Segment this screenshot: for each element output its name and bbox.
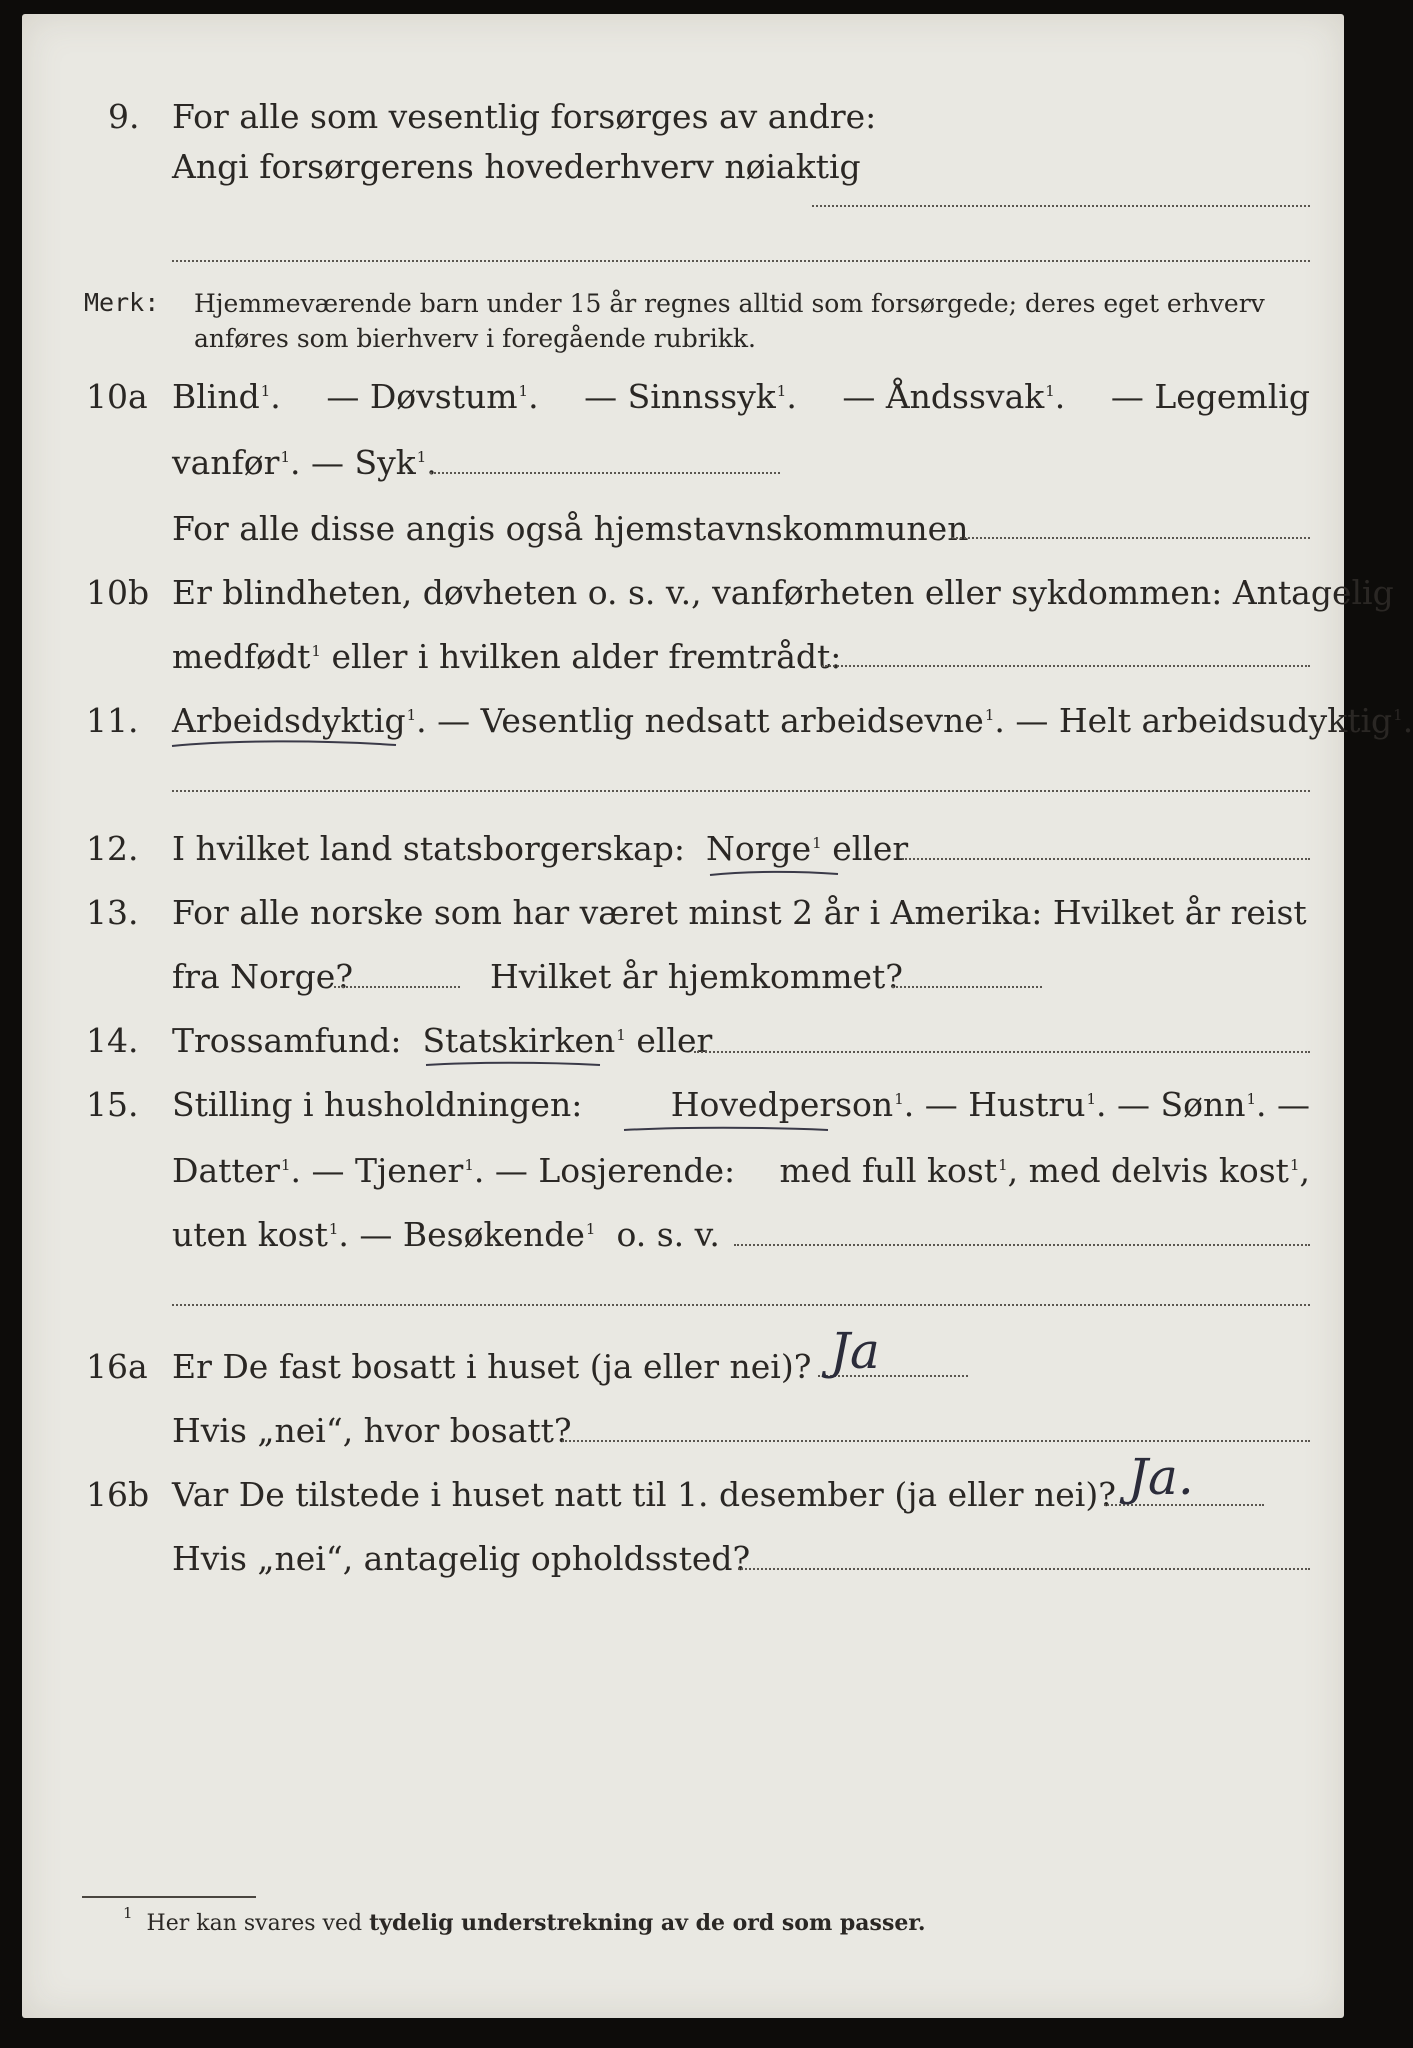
handwritten-underline xyxy=(424,1057,604,1071)
q13-line1-text: For alle norske som har været minst 2 år i Amerika: Hvilket år reist xyxy=(172,893,1307,932)
option-label: med full kost xyxy=(779,1151,998,1190)
handwritten-underline xyxy=(708,866,843,880)
footnote-mark: 1 xyxy=(260,382,271,400)
q16b-line2: Hvis „nei“, antagelig opholdssted? xyxy=(172,1539,751,1578)
footnote-mark: 1 xyxy=(998,1156,1008,1174)
option-vanfor: vanfør xyxy=(172,443,280,482)
answer-line xyxy=(734,1244,1310,1246)
answer-line xyxy=(172,1304,1310,1306)
option-sinnssyk: — Sinnssyk$^1$. xyxy=(584,377,797,416)
option-arbeidsdyktig: Arbeidsdyktig xyxy=(172,701,406,740)
merk-label: Merk: xyxy=(84,288,160,317)
option-hovedperson xyxy=(670,1085,1310,1124)
option-nedsatt: . — Vesentlig nedsatt arbeidsevne xyxy=(416,701,984,740)
footnote-mark: 1 xyxy=(616,1026,626,1044)
footnote-mark: 1 xyxy=(585,1220,596,1238)
answer-line xyxy=(562,1440,1310,1442)
q10b-line1 xyxy=(172,573,1394,612)
handwritten-answer: Ja xyxy=(830,1322,880,1380)
option-label: Datter xyxy=(172,1151,280,1190)
q13-line2b: Hvilket år hjemkommet? xyxy=(490,957,903,996)
q14-label: Trossamfund: xyxy=(172,1021,402,1060)
q16a-line1: Er De fast bosatt i huset (ja eller nei)? xyxy=(172,1347,812,1386)
question-number: 10a xyxy=(86,377,148,416)
merk-line2: anføres som bierhverv i foregående rubrikk. xyxy=(194,324,756,353)
q10a-line2: vanfør$^1$. — Syk$^1$. xyxy=(172,443,437,482)
option-label: . — xyxy=(1256,1085,1310,1124)
footnote-mark: 1 xyxy=(518,382,529,400)
question-number: 15. xyxy=(86,1085,139,1124)
q15-line3 xyxy=(172,1215,720,1254)
q9-line1: For alle som vesentlig forsørges av andre: xyxy=(172,97,877,136)
option-label: . — Losjerende: xyxy=(473,1151,736,1190)
option-label: , xyxy=(1299,1151,1310,1190)
footnote-mark: 1 xyxy=(416,448,427,466)
footnote-mark: 1 xyxy=(280,448,290,466)
footnote-mark: 1 xyxy=(812,834,822,852)
option-label: . — Tjener xyxy=(290,1151,464,1190)
option-datter-tjener xyxy=(172,1151,736,1190)
question-number: 12. xyxy=(86,829,139,868)
question-number: 14. xyxy=(86,1021,139,1060)
option-eller: eller xyxy=(832,829,909,868)
footnote-mark: 1 xyxy=(1246,1090,1257,1108)
q11-line: Arbeidsdyktig$^1$. — Vesentlig nedsatt arbeidsevne$^1$. — Helt arbeidsudyktig$^1$. xyxy=(172,701,1413,740)
footnote-mark: 1 xyxy=(1045,382,1055,400)
q14-line xyxy=(172,1021,713,1060)
option-uten-kost: uten kost xyxy=(172,1215,328,1254)
footnote-mark: 1 xyxy=(123,1904,133,1922)
option-legemlig: — Legemlig xyxy=(1110,377,1310,416)
q12-label: I hvilket land statsborgerskap: xyxy=(172,829,686,868)
question-number: 11. xyxy=(86,701,139,740)
handwritten-underline xyxy=(170,736,400,752)
question-number: 16b xyxy=(86,1475,150,1514)
option-norge: Norge xyxy=(706,829,812,868)
footnote-mark: 1 xyxy=(1086,1090,1097,1108)
option-besokende: . — Besøkende xyxy=(338,1215,585,1254)
q15-line2 xyxy=(172,1151,1310,1190)
question-number: 9. xyxy=(108,97,140,136)
answer-line xyxy=(334,986,460,988)
merk-line1-text xyxy=(194,291,1310,316)
footnote-mark: 1 xyxy=(1393,706,1403,724)
footnote-mark: 1 xyxy=(280,1156,291,1174)
q12-line xyxy=(172,829,909,868)
q9-line2: Angi forsørgerens hovederhverv nøiaktig xyxy=(172,147,861,186)
option-label: , med delvis kost xyxy=(1007,1151,1289,1190)
footnote-mark: 1 xyxy=(328,1220,339,1238)
handwritten-answer: Ja. xyxy=(1128,1448,1194,1506)
option-blind: Blind$^1$. xyxy=(172,377,281,416)
option-label: Hovedperson xyxy=(670,1085,894,1124)
answer-line xyxy=(738,1568,1310,1570)
footnote-mark: 1 xyxy=(984,706,995,724)
option-andssvak: — Åndssvak$^1$. xyxy=(842,377,1066,416)
footnote-mark: 1 xyxy=(406,706,417,724)
answer-line xyxy=(172,790,1310,792)
census-form-page xyxy=(22,14,1413,2018)
footnote-mark: 1 xyxy=(311,642,321,660)
answer-line xyxy=(172,260,1310,262)
q16a-line2: Hvis „nei“, hvor bosatt? xyxy=(172,1411,572,1450)
option-osv: o. s. v. xyxy=(616,1215,720,1254)
option-syk: — Syk xyxy=(310,443,416,482)
option-eller: eller xyxy=(636,1021,713,1060)
q15-line1 xyxy=(172,1085,1310,1124)
merk-line1 xyxy=(194,291,1310,316)
answer-line xyxy=(430,472,780,474)
footnote xyxy=(122,1904,926,1936)
answer-line xyxy=(694,1051,1310,1053)
option-kost xyxy=(779,1151,1310,1190)
footnote-mark: 1 xyxy=(776,382,787,400)
option-label: . — Sønn xyxy=(1096,1085,1246,1124)
q10b-line2 xyxy=(172,637,842,676)
answer-line xyxy=(892,986,1042,988)
question-number: 10b xyxy=(86,573,150,612)
option-statskirken: Statskirken xyxy=(422,1021,616,1060)
option-label: Blind xyxy=(172,377,260,416)
footnote-text: Her kan svares ved xyxy=(146,1911,363,1936)
option-medfodt: medfødt xyxy=(172,637,311,676)
option-label: — Døvstum xyxy=(326,377,518,416)
footnote-mark: 1 xyxy=(464,1156,474,1174)
answer-line xyxy=(812,205,1310,207)
option-label: — Sinnssyk xyxy=(584,377,776,416)
handwritten-underline xyxy=(622,1122,832,1136)
footnote-rule xyxy=(82,1896,256,1898)
answer-line xyxy=(902,858,1310,860)
q13-line1 xyxy=(172,893,1310,932)
q10b-line2-text: eller i hvilken alder fremtrådt: xyxy=(331,637,842,676)
q10a-line1 xyxy=(172,377,1310,416)
footnote-mark: 1 xyxy=(894,1090,904,1108)
option-dovstum: — Døvstum$^1$. xyxy=(326,377,539,416)
option-udyktig: . — Helt arbeidsudyktig xyxy=(994,701,1393,740)
merk-text: Hjemmeværende barn under 15 år regnes alltid som forsørgede; deres eget erhverv xyxy=(194,289,1265,318)
q13-line2a: fra Norge? xyxy=(172,957,354,996)
answer-line xyxy=(952,537,1310,539)
answer-line xyxy=(822,665,1310,667)
footnote-emphasis: tydelig understrekning av de ord som passer. xyxy=(369,1910,926,1936)
option-label: . — Hustru xyxy=(903,1085,1086,1124)
q10a-line3: For alle disse angis også hjemstavnskommunen xyxy=(172,509,969,548)
footnote-mark: 1 xyxy=(1289,1156,1300,1174)
q15-label: Stilling i husholdningen: xyxy=(172,1085,583,1124)
question-number: 13. xyxy=(86,893,139,932)
q10b-line1-text: Er blindheten, døvheten o. s. v., vanførheten eller sykdommen: Antagelig xyxy=(172,573,1394,612)
q16b-line1: Var De tilstede i huset natt til 1. desember (ja eller nei)? xyxy=(172,1475,1116,1514)
question-number: 16a xyxy=(86,1347,148,1386)
option-label: — Åndssvak xyxy=(842,377,1045,416)
